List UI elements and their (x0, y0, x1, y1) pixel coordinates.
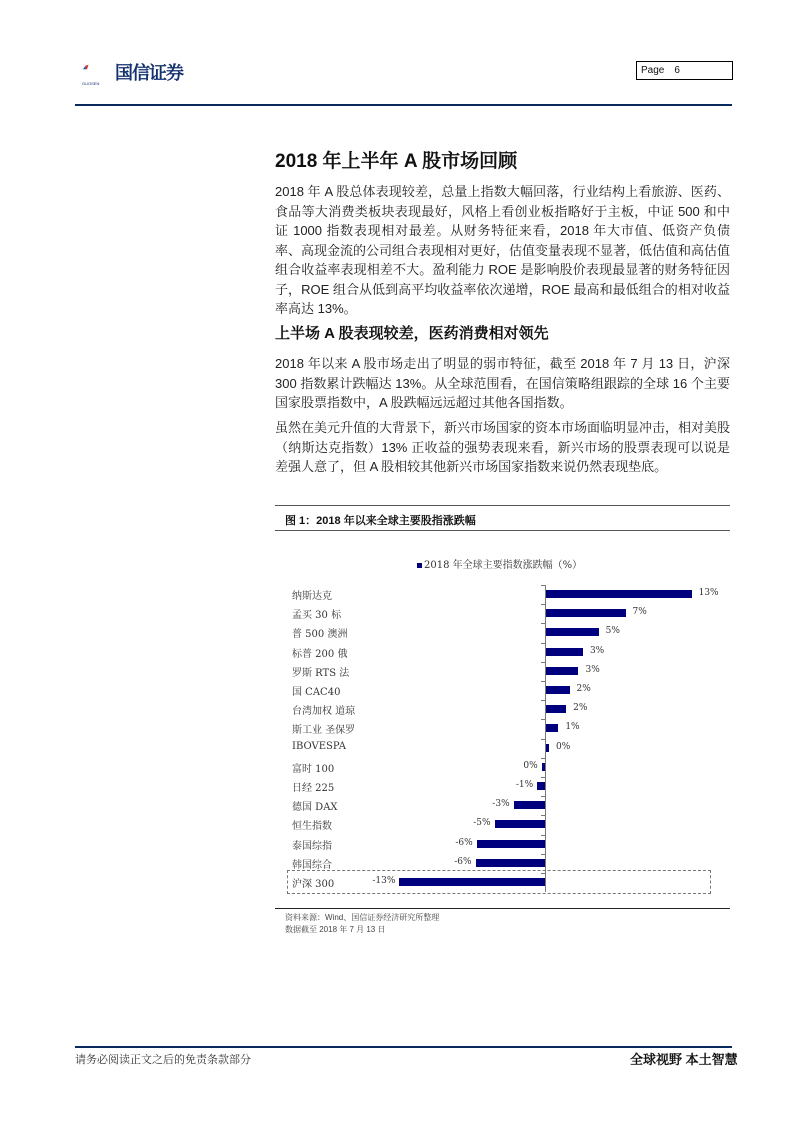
axis-tick (541, 643, 545, 644)
bar (546, 628, 599, 636)
intro-paragraph: 2018 年 A 股总体表现较差，总量上指数大幅回落，行业结构上看旅游、医药、食品等大消费类板块表现最好，风格上看创业板指略好于主板，中证 500 和中证 1000 指数表现相对最差。从财务特征来看，2018 年大市值、低资产负债率、高现金流的公司组合表现相对更好，估值变量表现不显著，低估值和高估值组合收益率表现相差不大。盈利能力 ROE 是影响股价表现最显著的财务特征因子，ROE 组合从低到高平均收益率依次递增，ROE 最高和最低组合的相对收益率高达 13%。 (275, 184, 731, 316)
data-label: 13% (698, 588, 719, 598)
category-label: 德国 DAX (292, 802, 338, 814)
source-divider (275, 908, 730, 909)
page-title: 2018 年上半年 A 股市场回顾 (275, 151, 518, 172)
legend-label: 2018 年全球主要指数涨跌幅（%） (424, 560, 583, 571)
axis-tick (541, 835, 545, 836)
logo-subtext: GUOSEN (82, 81, 100, 86)
axis-tick (541, 873, 545, 874)
chart-legend (417, 556, 582, 571)
footer-divider (75, 1046, 732, 1048)
bar (546, 590, 692, 598)
footer-slogan: 全球视野 本土智慧 (630, 1052, 738, 1067)
data-label: -6% (455, 837, 473, 848)
category-label: IBOVESPA (292, 740, 346, 752)
axis-tick (541, 854, 545, 855)
category-label: 台湾加权 道琼 (292, 706, 356, 718)
footer-disclaimer: 请务必阅读正文之后的免责条款部分 (75, 1053, 251, 1066)
body-paragraph-2: 虽然在美元升值的大背景下，新兴市场国家的资本市场面临明显冲击，相对美股（纳斯达克指数）13% 正收益的强势表现来看，新兴市场的股票表现可以说是差强人意了，但 A 股相较其他新兴市场国家指数来说仍然表现垫底。 (275, 420, 731, 474)
category-label: 恒生指数 (292, 821, 332, 833)
bar (477, 840, 545, 848)
bar (546, 686, 570, 694)
data-label: -3% (492, 799, 510, 810)
category-label: 沪深 300 (292, 879, 335, 890)
bar (537, 782, 545, 790)
logo-text: 国信证券 (115, 63, 183, 84)
category-label: 斯工业 圣保罗 (292, 725, 356, 737)
data-label: 0% (523, 760, 538, 771)
category-label: 国 CAC40 (292, 687, 341, 698)
bar (546, 609, 626, 617)
axis-tick (541, 739, 545, 740)
bar (542, 763, 545, 771)
figure-source: 资料来源：Wind、国信证券经济研究所整理 (285, 913, 440, 922)
axis-tick (541, 604, 545, 605)
axis-tick (541, 719, 545, 720)
bar (476, 859, 545, 867)
bar (399, 878, 545, 886)
bar (514, 801, 545, 809)
axis-tick (541, 758, 545, 759)
category-label: 普 500 澳洲 (292, 629, 348, 641)
body-paragraph-1: 2018 年以来 A 股市场走出了明显的弱市特征，截至 2018 年 7 月 13 日，沪深 300 指数累计跌幅达 13%。从全球范围看，在国信策略组跟踪的全球 16 个主要国家股票指数中，A 股跌幅远远超过其他各国指数。 (275, 356, 730, 410)
legend-swatch (417, 563, 422, 568)
category-label: 标普 200 俄 (292, 648, 348, 660)
bar (495, 820, 545, 828)
data-label: -6% (454, 856, 472, 867)
axis-tick (541, 796, 545, 797)
axis-tick (541, 623, 545, 624)
figure-note: 数据截至 2018 年 7 月 13 日 (285, 925, 386, 934)
axis-tick (541, 815, 545, 816)
data-label: 5% (605, 626, 620, 637)
axis-tick (541, 681, 545, 682)
figure-title: 图 1：2018 年以来全球主要股指涨跌幅 (275, 505, 730, 531)
category-label: 日经 225 (292, 783, 335, 794)
category-label: 罗斯 RTS 法 (292, 667, 350, 679)
page-label: Page (641, 65, 665, 76)
data-label: 2% (573, 703, 588, 714)
axis-tick (541, 700, 545, 701)
axis-tick (541, 662, 545, 663)
data-label: 0% (556, 741, 571, 752)
bar (546, 724, 558, 732)
data-label: 1% (565, 722, 580, 733)
data-label: -1% (515, 780, 534, 790)
axis-tick (541, 585, 545, 586)
bar (546, 648, 583, 656)
page-indicator (636, 61, 733, 80)
axis-tick (541, 777, 545, 778)
category-label: 纳斯达克 (292, 591, 332, 602)
section-title: 上半场 A 股表现较差，医药消费相对领先 (275, 325, 549, 342)
bar (546, 667, 578, 675)
data-label: -13% (372, 876, 396, 886)
data-label: 2% (576, 684, 591, 694)
guosen-logo-icon (82, 56, 112, 80)
bar (546, 705, 566, 713)
data-label: 3% (589, 645, 605, 656)
data-label: 7% (632, 607, 647, 618)
category-label: 富时 100 (292, 763, 335, 775)
bar (546, 744, 549, 752)
category-label: 孟买 30 标 (292, 610, 342, 622)
data-label: -5% (473, 818, 491, 829)
category-label: 韩国综合 (292, 859, 332, 871)
category-label: 泰国综指 (292, 840, 332, 852)
header-divider (75, 104, 732, 106)
page-number: 6 (674, 65, 680, 76)
data-label: 3% (585, 664, 600, 675)
